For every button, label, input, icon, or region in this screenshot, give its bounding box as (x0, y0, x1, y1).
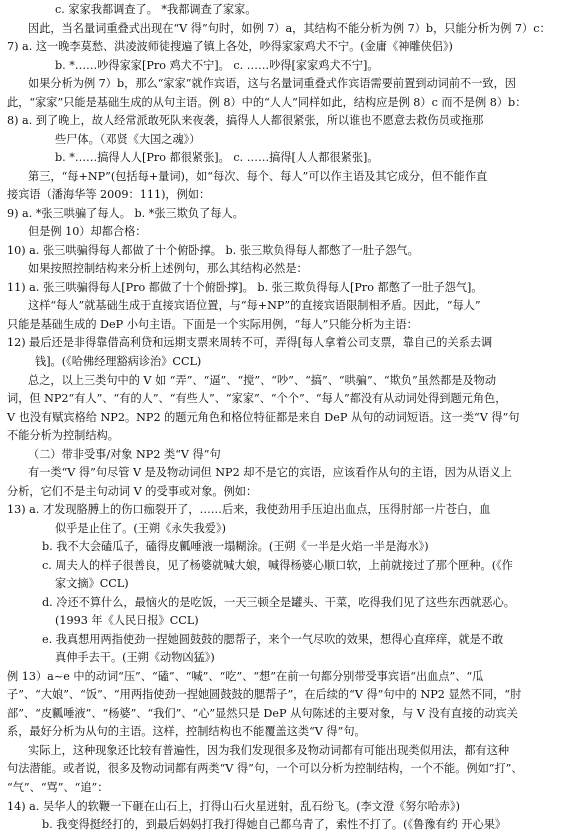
text-line: 词，但 NP2“有人”、“有的人”、“有些人”、“家家”、“个个”、“每人”都没有从动词处得到题元角色， (7, 392, 507, 405)
section-heading: （二）带非受事/对象 NP2 类“V 得”句 (28, 447, 221, 461)
text-line: 这样“每人”就基础生成于直接宾语位置，与“每+NP”的直接宾语限制相矛盾。因此，“每人” (28, 299, 481, 313)
text-line: 10) a. 张三哄骗得每人都做了十个俯卧撑。 b. 张三欺负得每人都憋了一肚子怨气。 (7, 243, 419, 257)
text-line: 因此，当名量词重叠式出现在“V 得”句时，如例 7）a，其结构不能分析为例 7）b，只能分析为例 7）c： (28, 21, 551, 35)
text-line: 此，“家家”只能是基础生成的从句主语。例 8）中的“人人”同样如此，结构应是例 8）c 而不是例 8）b： (7, 95, 527, 109)
text-line: b. 我变得挺经打的，到最后妈妈打我打得她自己都乌青了，索性不打了。(《鲁豫有约 开心果》 (42, 818, 507, 831)
text-line: 8) a. 到了晚上，故人经常派敢死队来夜袭，搞得人人都很紧张，所以谁也不愿意去救伤员或拖那 (7, 114, 484, 128)
text-line: 13) a. 才发现胳膊上的伤口痂裂开了，……后来，我使劲用手压迫出血点，压得肘部一片苍白，血 (7, 503, 491, 517)
text-line: b. *……吵得家家[Pro 鸡犬不宁]。 c. ……吵得[家家鸡犬不宁]。 (55, 58, 379, 72)
text-line: 实际上，这种现象还比较有普遍性，因为我们发现很多及物动词都有可能出现类似用法，都有这种 (28, 743, 510, 757)
text-line: “气”、“骂”、“追”： (7, 781, 109, 794)
text-line: b. 我不大会磕瓜子，磕得皮瓤唾液一塌糊涂。(王朔《一半是火焰一半是海水》) (42, 540, 429, 554)
text-line: 家文摘》CCL) (55, 577, 129, 591)
text-line: 似乎是止住了。(王朔《永失我爱》) (55, 521, 226, 535)
text-line: b. *……搞得人人[Pro 都很紧张]。 c. ……搞得[人人都很紧张]。 (55, 151, 379, 165)
text-line: 些尸体。（邓贤《大国之魂》） (55, 132, 201, 146)
text-line: 11) a. 张三哄骗得每人[Pro 都做了十个俯卧撑]。 b. 张三欺负得每人[Pro 都憋了一肚子怨气]。 (7, 280, 483, 294)
text-line: e. 我真想用两指使劲一捏她圆鼓鼓的腮帮子，来个一气尽吹的效果，想得心直痒痒，就是不敢 (42, 632, 504, 646)
text-line: 句法潜能。或者说，很多及物动词都有两类“V 得”句，一个可以分析为控制结构，一个不能。例如“打”、 (7, 762, 523, 776)
text-line: 第三，“每+NP”(包括每+量词)，如“每次、每个、每人”可以作主语及其它成分，但不能作直 (28, 169, 488, 183)
text-line: 分析，它们不是主句动词 V 的受事或对象。例如： (7, 484, 258, 498)
text-line: (1993 年《人民日报》CCL) (55, 614, 199, 628)
text-line: 总之，以上三类句中的 V 如 “弄”、“逼”、“搅”、“吵”、“搞”、“哄骗”、“欺负”虽然都是及物动 (28, 373, 497, 387)
text-line: 12) 最后还是非得靠借高利贷和远期支票来周转不可，弄得[每人拿着公司支票，靠自己的关系去调 (7, 336, 493, 350)
text-line: 部”、“皮瓤唾液”、“杨婆”、“我们”、“心”显然只是 DeP 从句陈述的主要对象，与 V 没有直接的动宾关 (7, 706, 518, 720)
text-line: c. 家家我都调查了。 *我都调查了家家。 (55, 3, 257, 16)
text-line: 钱]。(《哈佛经理豁病诊治》CCL) (35, 354, 202, 368)
text-line: 系，最好分析为从句的主语。这样，控制结构也不能覆盖这类“V 得”句。 (7, 725, 366, 739)
text-line: V 也没有赋宾格给 NP2。NP2 的题元角色和格位特征都是来自 DeP 从句的动词短语。这一类“V 得”句 (7, 410, 520, 424)
text-line: 子”、“大娘”、“饭”、“用两指使劲一捏她圆鼓鼓的腮帮子”，在后续的“V 得”句中的 NP2 显然不同，“肘 (7, 688, 522, 702)
text-line: 接宾语（潘海华等 2009：111)，例如： (7, 188, 211, 202)
text-line: c. 周夫人的样子很善良，见了杨婆就喊大娘，喊得杨婆心顺口软，上前就接过了那个匣种。(《作 (42, 558, 513, 572)
text-line: 只能是基础生成的 DeP 小句主语。下面是一个实际用例，“每人”只能分析为主语： (7, 317, 418, 331)
text-line: 但是例 10）却都合格： (28, 225, 147, 239)
text-line: 7) a. 这一晚李莫愁、洪凌波师徒搜遍了镇上各处，吵得家家鸡犬不宁。(金庸《神雕侠侣》) (7, 40, 453, 53)
text-line: d. 冷还不算什么，最恼火的是吃饭，一天三顿全是罐头、干菜，吃得我们见了这些东西就恶心。 (42, 595, 515, 609)
text-line: 如果按照控制结构来分析上述例句，那么其结构必然是： (28, 262, 308, 276)
text-line: 例 13）a~e 中的动词“压”、“磕”、“喊”、“吃”、“想”在前一句都分别带受事宾语“出血点”、“瓜 (7, 669, 484, 683)
text-line: 不能分析为控制结构。 (7, 429, 119, 442)
text-line: 9) a. *张三哄骗了每人。 b. *张三欺负了每人。 (7, 206, 244, 220)
text-line: 如果分析为例 7）b，那么“家家”就作宾语，这与名量词重叠式作宾语需要前置到动词前不一致，因 (28, 77, 516, 91)
text-line: 真伸手去干。(王朔《动物凶猛》) (55, 651, 215, 665)
text-line: 14) a. 吴华人的软鞭一下砸在山石上，打得山石火星迸射，乱石纷飞。(李文澄《努尔哈赤》) (7, 799, 461, 813)
text-line: 有一类“V 得”句尽管 V 是及物动词但 NP2 却不是它的宾语，应该看作从句的主语，因为从语义上 (28, 466, 512, 480)
